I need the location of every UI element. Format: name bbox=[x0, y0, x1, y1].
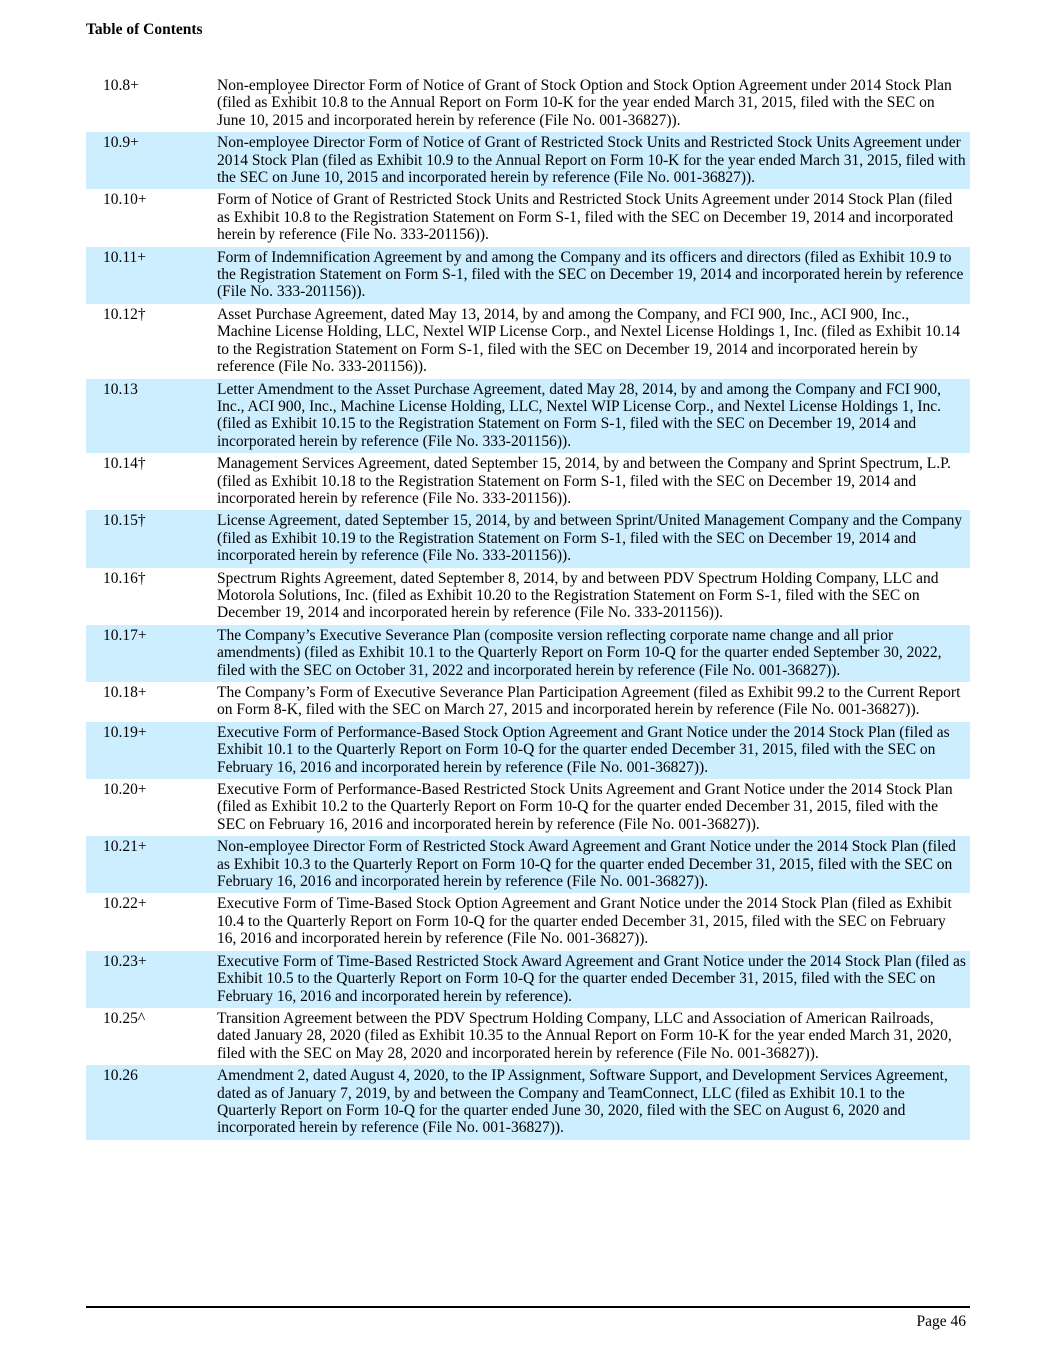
exhibit-description: Transition Agreement between the PDV Spectrum Holding Company, LLC and Association of American Railroads, dated January 28, 2020 (filed as Exhibit 10.35 to the Annual Report on Form 10-K for the year ended March 31, 2020, filed with the SEC on May 28, 2020 and incorporated herein by reference (File No. 001-36827)). bbox=[217, 1009, 952, 1062]
exhibit-row bbox=[86, 722, 970, 779]
exhibit-number: 10.17+ bbox=[103, 626, 147, 644]
exhibit-row bbox=[86, 682, 970, 722]
exhibit-description: Form of Indemnification Agreement by and among the Company and its officers and directors (filed as Exhibit 10.9 to the Registration Statement on Form S-1, filed with the SEC on December 19, 2014 and incorporated herein by reference (File No. 333-201156)). bbox=[217, 248, 964, 301]
exhibit-row bbox=[86, 625, 970, 682]
exhibit-description: Non-employee Director Form of Restricted Stock Award Agreement and Grant Notice under the 2014 Stock Plan (filed as Exhibit 10.3 to the Quarterly Report on Form 10-Q for the quarter ended December 31, 2015, filed with the SEC on February 16, 2016 and incorporated herein by reference (File No. 001-36827)). bbox=[217, 838, 956, 891]
exhibit-description: Non-employee Director Form of Notice of Grant of Restricted Stock Units and Restricted Stock Units Agreement under 2014 Stock Plan (filed as Exhibit 10.9 to the Annual Report on Form 10-K for the year ended March 31, 2015, filed with the SEC on June 10, 2015 and incorporated herein by reference (File No. 001-36827)). bbox=[217, 134, 966, 187]
exhibit-row bbox=[86, 75, 970, 132]
footer-divider bbox=[86, 1306, 970, 1308]
exhibit-number: 10.12† bbox=[103, 305, 146, 323]
exhibit-number: 10.18+ bbox=[103, 684, 147, 701]
exhibit-row bbox=[86, 1065, 970, 1140]
exhibit-list bbox=[86, 75, 970, 1140]
table-of-contents-link[interactable]: Table of Contents bbox=[86, 21, 203, 38]
exhibit-description: Amendment 2, dated August 4, 2020, to the IP Assignment, Software Support, and Development Services Agreement, dated as of January 7, 2019, by and between the Company and TeamConnect, LLC (filed as Exhibit 10.1 to the Quarterly Report on Form 10-Q for the quarter ended June 30, 2020, filed with the SEC on August 6, 2020 and incorporated herein by reference (File No. 001-36827)). bbox=[217, 1067, 948, 1137]
exhibit-description: Executive Form of Performance-Based Stock Option Agreement and Grant Notice under the 2014 Stock Plan (filed as Exhibit 10.1 to the Quarterly Report on Form 10-Q for the quarter ended December 31, 2015, filed with the SEC on February 16, 2016 and incorporated herein by reference (File No. 001-36827)). bbox=[217, 723, 950, 776]
exhibit-number: 10.8+ bbox=[103, 77, 139, 94]
exhibit-description: Non-employee Director Form of Notice of Grant of Stock Option and Stock Option Agreement under 2014 Stock Plan (filed as Exhibit 10.8 to the Annual Report on Form 10-K for the year ended March 31, 2015, filed with the SEC on June 10, 2015 and incorporated herein by reference (File No. 001-36827)). bbox=[217, 77, 952, 129]
exhibit-description: Executive Form of Performance-Based Restricted Stock Units Agreement and Grant Notice under the 2014 Stock Plan (filed as Exhibit 10.2 to the Quarterly Report on Form 10-Q for the quarter ended December 31, 2015, filed with the SEC on February 16, 2016 and incorporated herein by reference (File No. 001-36827)). bbox=[217, 781, 953, 833]
exhibit-number: 10.23+ bbox=[103, 952, 147, 970]
exhibit-row bbox=[86, 247, 970, 304]
page-number: Page 46 bbox=[916, 1313, 966, 1330]
exhibit-number: 10.25^ bbox=[103, 1009, 146, 1027]
exhibit-number: 10.9+ bbox=[103, 134, 139, 152]
exhibit-number: 10.14† bbox=[103, 455, 146, 473]
exhibit-row bbox=[86, 568, 970, 625]
exhibit-number: 10.13 bbox=[103, 380, 138, 398]
exhibit-description: Asset Purchase Agreement, dated May 13, 2014, by and among the Company, and FCI 900, Inc., ACI 900, Inc., Machine License Holding, LLC, Nextel WIP License Corp., and Nextel License Holdings 1, Inc. (filed as Exhibit 10.14 to the Registration Statement on Form S-1, filed with the SEC on December 19, 2014 and incorporated herein by reference (File No. 333-201156)). bbox=[217, 305, 960, 376]
exhibit-row bbox=[86, 836, 970, 893]
exhibit-row bbox=[86, 893, 970, 950]
exhibit-description: Executive Form of Time-Based Stock Option Agreement and Grant Notice under the 2014 Stock Plan (filed as Exhibit 10.4 to the Quarterly Report on Form 10-Q for the quarter ended December 31, 2015, filed with the SEC on February 16, 2016 and incorporated herein by reference (File No. 001-36827)). bbox=[217, 895, 952, 948]
exhibit-description: Letter Amendment to the Asset Purchase Agreement, dated May 28, 2014, by and among the Company and FCI 900, Inc., ACI 900, Inc., Machine License Holding, LLC, Nextel WIP License Corp., and Nextel License Holdings 1, Inc. (filed as Exhibit 10.15 to the Registration Statement on Form S-1, filed with the SEC on December 19, 2014 and incorporated herein by reference (File No. 333-201156)). bbox=[217, 380, 942, 450]
exhibit-number: 10.11+ bbox=[103, 248, 147, 266]
exhibit-number: 10.20+ bbox=[103, 781, 147, 799]
exhibit-row bbox=[86, 304, 970, 379]
exhibit-row bbox=[86, 189, 970, 246]
exhibit-number: 10.26 bbox=[103, 1067, 138, 1085]
exhibit-number: 10.21+ bbox=[103, 838, 147, 856]
exhibit-description: Spectrum Rights Agreement, dated September 8, 2014, by and between PDV Spectrum Holding Company, LLC and Motorola Solutions, Inc. (filed as Exhibit 10.20 to the Registration Statement on Form S-1, filed with the SEC on December 19, 2014 and incorporated herein by reference (File No. 333-201156)). bbox=[217, 569, 939, 622]
exhibit-description: The Company’s Form of Executive Severance Plan Participation Agreement (filed as Exhibit 99.2 to the Current Report on Form 8-K, filed with the SEC on March 27, 2015 and incorporated herein by reference (File No. 001-36827)). bbox=[217, 684, 961, 719]
exhibit-number: 10.10+ bbox=[103, 191, 147, 209]
exhibit-description: Management Services Agreement, dated September 15, 2014, by and between the Company and Sprint Spectrum, L.P. (filed as Exhibit 10.18 to the Registration Statement on Form S-1, filed with the SEC on December 19, 2014 and incorporated herein by reference (File No. 333-201156)). bbox=[217, 455, 951, 507]
exhibit-number: 10.19+ bbox=[103, 723, 147, 741]
exhibit-row bbox=[86, 453, 970, 510]
exhibit-row bbox=[86, 132, 970, 189]
exhibit-number: 10.22+ bbox=[103, 895, 147, 913]
exhibit-row bbox=[86, 1008, 970, 1065]
exhibit-row bbox=[86, 510, 970, 567]
exhibit-description: Executive Form of Time-Based Restricted Stock Award Agreement and Grant Notice under the 2014 Stock Plan (filed as Exhibit 10.5 to the Quarterly Report on Form 10-Q for the quarter ended December 31, 2015, filed with the SEC on February 16, 2016 and incorporated herein by reference). bbox=[217, 952, 966, 1005]
exhibit-description: License Agreement, dated September 15, 2014, by and between Sprint/United Management Company and the Company (filed as Exhibit 10.19 to the Registration Statement on Form S-1, filed with the SEC on December 19, 2014 and incorporated herein by reference (File No. 333-201156)). bbox=[217, 512, 963, 565]
exhibit-description: The Company’s Executive Severance Plan (composite version reflecting corporate name change and all prior amendments) (filed as Exhibit 10.1 to the Quarterly Report on Form 10-Q for the quarter ended September 30, 2022, filed with the SEC on October 31, 2022 and incorporated herein by reference (File No. 001-36827)). bbox=[217, 626, 942, 679]
exhibit-row bbox=[86, 951, 970, 1008]
exhibit-number: 10.16† bbox=[103, 569, 146, 587]
exhibit-description: Form of Notice of Grant of Restricted Stock Units and Restricted Stock Units Agreement under 2014 Stock Plan (filed as Exhibit 10.8 to the Registration Statement on Form S-1, filed with the SEC on December 19, 2014 and incorporated herein by reference (File No. 333-201156)). bbox=[217, 191, 954, 244]
exhibit-row bbox=[86, 379, 970, 454]
exhibit-number: 10.15† bbox=[103, 512, 146, 530]
exhibit-row bbox=[86, 779, 970, 836]
